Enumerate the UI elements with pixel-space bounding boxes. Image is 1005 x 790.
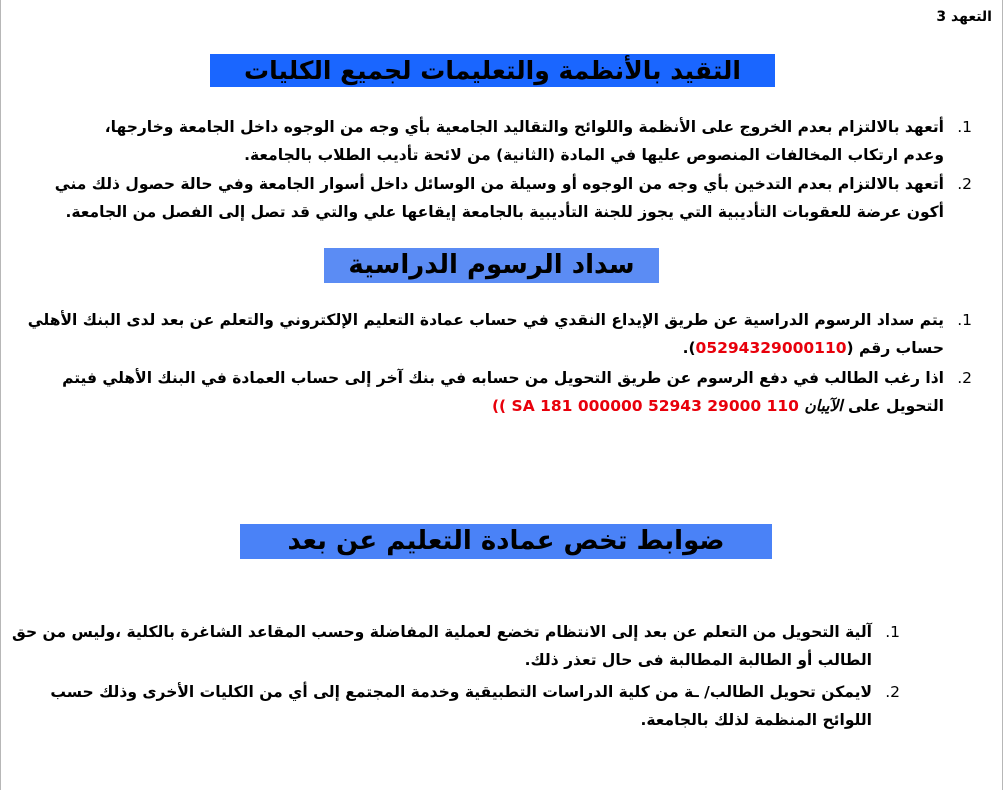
item-line-1: أتعهد بالالتزام بعدم الخروج على الأنظمة واللوائح والتقاليد الجامعية بأي وجه من الوجوه داخل الجامعة وخارجها، [104, 118, 944, 136]
fees-heading: سداد الرسوم الدراسية [324, 248, 659, 283]
rules-item-2 [14, 170, 972, 226]
item-line-1: آلية التحويل من التعلم عن بعد إلى الانتظام تخضع لعملية المفاضلة وحسب المقاعد الشاغرة بالكلية ،وليس من حق [12, 623, 872, 641]
fees-item-2 [14, 364, 972, 420]
item-line-1: أتعهد بالالتزام بعدم التدخين بأي وجه من الوجوه أو وسيلة من الوسائل داخل أسوار الجامعة وفي حالة حصول ذلك مني [54, 175, 944, 193]
item-line-1: اذا رغب الطالب في دفع الرسوم عن طريق التحويل من حسابه في بنك آخر إلى حساب العمادة في البنك الأهلي فيتم [62, 369, 944, 387]
account-suffix: ). [682, 339, 696, 357]
item-line-2: أكون عرضة للعقوبات التأديبية التي يجوز للجنة التأديبية بالجامعة إيقاعها علي والتي قد تصل إلى الفصل من الجامعة. [65, 203, 944, 221]
item-line-2: اللوائح المنظمة لذلك بالجامعة. [640, 711, 872, 729]
account-number: 05294329000110 [695, 339, 847, 357]
item-line-1: لايمكن تحويل الطالب/ ـة من كلية الدراسات التطبيقية وخدمة المجتمع إلى أي من الكليات الأخرى وذلك حسب [50, 683, 872, 701]
account-prefix: حساب رقم ( [846, 339, 944, 357]
distance-item-2 [12, 678, 900, 734]
page-label: التعهد 3 [936, 9, 992, 25]
item-number: .1 [885, 623, 900, 641]
transfer-prefix: التحويل على [842, 397, 944, 415]
item-line-2: وعدم ارتكاب المخالفات المنصوص عليها في المادة (الثانية) من لائحة تأديب الطلاب بالجامعة. [244, 146, 944, 164]
rules-heading: التقيد بالأنظمة والتعليمات لجميع الكليات [210, 54, 775, 87]
item-number: .2 [957, 369, 972, 387]
rules-item-1 [14, 113, 972, 169]
item-line-2 [14, 392, 944, 420]
item-line-2 [14, 334, 944, 362]
iban-label: الآيبان [804, 397, 843, 415]
item-line-1: يتم سداد الرسوم الدراسية عن طريق الإيداع النقدي في حساب عمادة التعليم الإلكتروني والتعلم عن بعد لدى البنك الأهلي [27, 311, 944, 329]
item-number: .2 [957, 175, 972, 193]
fees-item-1 [14, 306, 972, 362]
item-line-2: الطالب أو الطالبة المطالبة فى حال تعذر ذلك. [524, 651, 872, 669]
iban-suffix: ) [491, 397, 500, 415]
distance-item-1 [12, 618, 900, 674]
item-number: .1 [957, 118, 972, 136]
distance-heading: ضوابط تخص عمادة التعليم عن بعد [240, 524, 772, 559]
item-number: .2 [885, 683, 900, 701]
iban-number: ( SA 181 000000 52943 29000 110 [499, 397, 799, 415]
item-number: .1 [957, 311, 972, 329]
